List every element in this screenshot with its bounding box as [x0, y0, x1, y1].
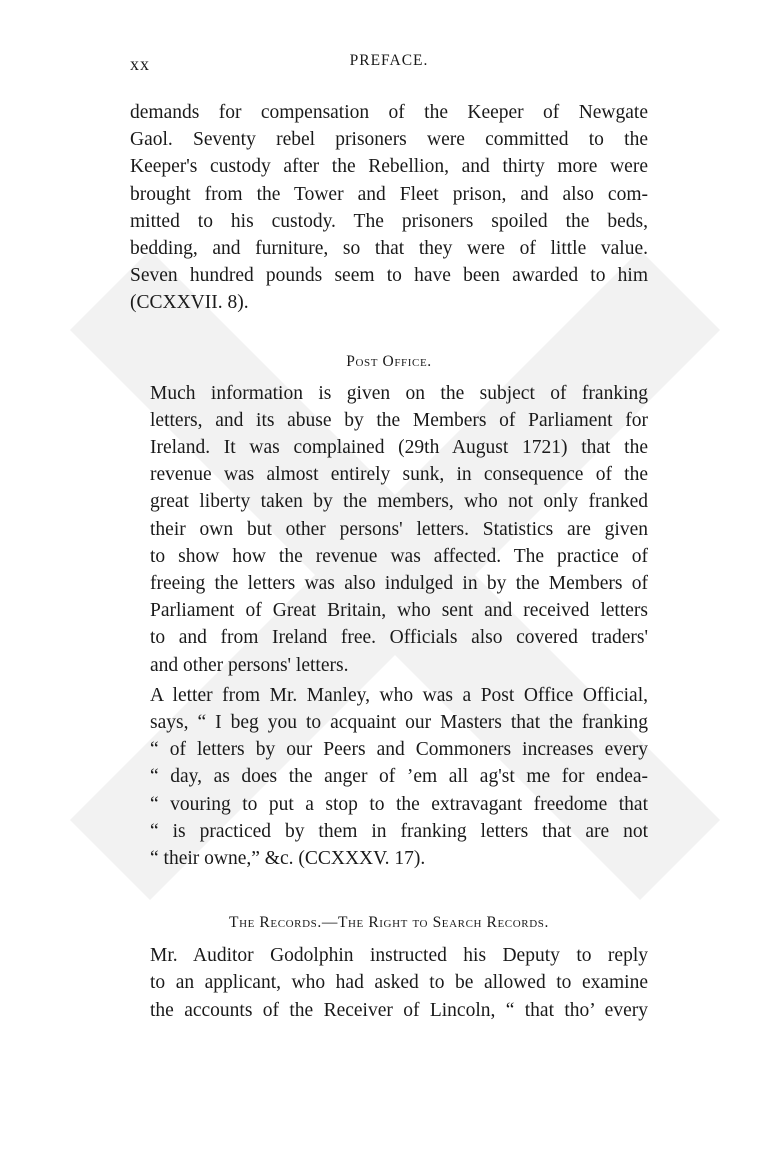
text-line: the accounts of the Receiver of Lincoln, “ that tho’ every — [150, 999, 648, 1021]
book-page — [130, 52, 648, 1024]
text-line: bedding, and furniture, so that they were of little value. — [130, 238, 648, 260]
text-line: Ireland. It was complained (29th August 1721) that the — [150, 437, 648, 459]
paragraph-franking-letters — [130, 380, 648, 679]
text-line: great liberty taken by the members, who not only franked — [150, 491, 648, 513]
text-line: letters, and its abuse by the Members of Parliament for — [150, 409, 648, 431]
running-head-title: PREFACE. — [349, 52, 429, 69]
text-line: Seven hundred pounds seem to have been awarded to him — [130, 265, 648, 287]
text-line: to an applicant, who had asked to be allowed to examine — [150, 972, 648, 994]
text-line: and other persons' letters. — [150, 654, 349, 676]
text-line: “ day, as does the anger of ’em all ag'st me for endea- — [150, 766, 648, 788]
text-line: “ vouring to put a stop to the extravagant freedome that — [150, 793, 648, 815]
text-line: to show how the revenue was affected. The practice of — [150, 545, 648, 567]
text-line: says, “ I beg you to acquaint our Masters that the franking — [150, 712, 648, 734]
text-line: mitted to his custody. The prisoners spoiled the beds, — [130, 210, 648, 232]
text-line: Keeper's custody after the Rebellion, and thirty more were — [130, 156, 648, 178]
paragraph-newgate-compensation — [130, 99, 648, 317]
text-line: Much information is given on the subject of franking — [150, 382, 648, 404]
text-line: to and from Ireland free. Officials also covered traders' — [150, 627, 648, 649]
text-line: Gaol. Seventy rebel prisoners were committed to the — [130, 129, 648, 151]
paragraph-manley-letter — [130, 682, 648, 872]
text-line: (CCXXVII. 8). — [130, 292, 249, 314]
paragraph-godolphin — [130, 942, 648, 1024]
text-line: “ of letters by our Peers and Commoners increases every — [150, 739, 648, 761]
text-line: demands for compensation of the Keeper of Newgate — [130, 102, 648, 123]
text-line: “ their owne,” &c. (CCXXXV. 17). — [150, 848, 426, 870]
text-line: Parliament of Great Britain, who sent and received letters — [150, 600, 648, 622]
text-line: brought from the Tower and Fleet prison, and also com- — [130, 183, 648, 205]
section-heading-records: The Records.—The Right to Search Records. — [229, 914, 549, 932]
text-line: revenue was almost entirely sunk, in consequence of the — [150, 464, 648, 486]
page-number: xx — [130, 54, 150, 74]
text-line: A letter from Mr. Manley, who was a Post Office Official, — [150, 684, 648, 706]
running-head — [130, 52, 648, 82]
section-heading-post-office: Post Office. — [346, 352, 432, 370]
text-line: freeing the letters was also indulged in by the Members of — [150, 573, 648, 595]
text-line: their own but other persons' letters. Statistics are given — [150, 518, 648, 540]
text-line: Mr. Auditor Godolphin instructed his Deputy to reply — [150, 945, 648, 967]
text-line: “ is practiced by them in franking letters that are not — [150, 820, 648, 842]
